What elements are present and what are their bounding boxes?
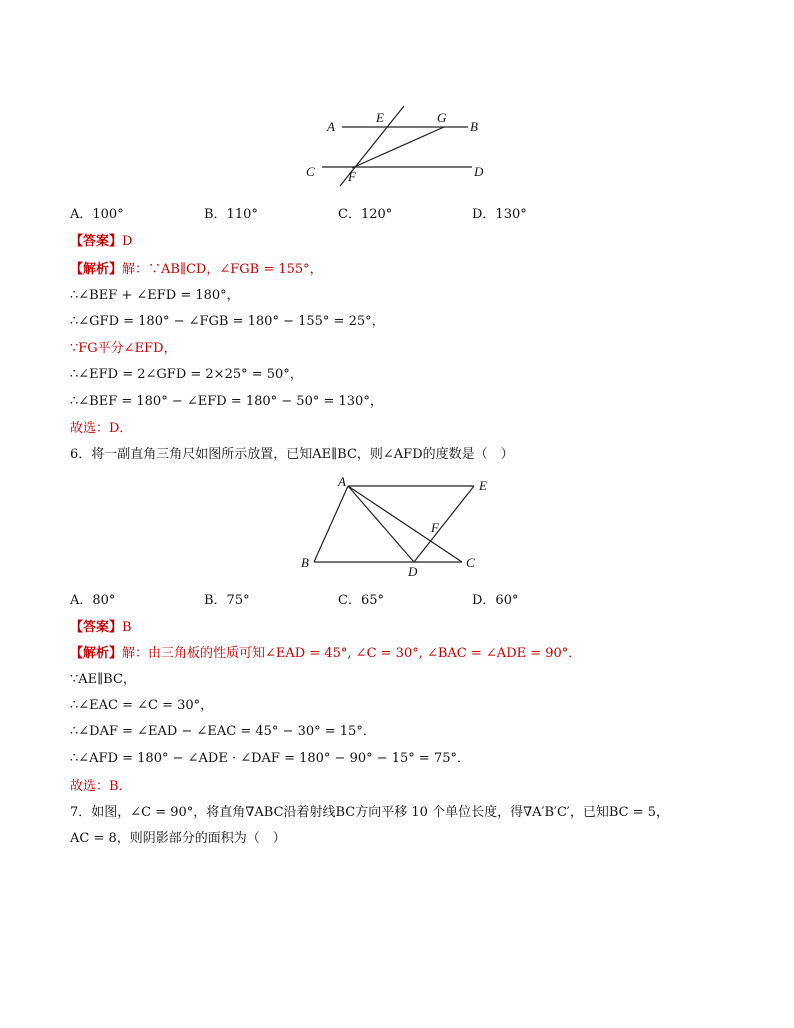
q6-question: 6．将一副直角三角尺如图所示放置，已知AE∥BC，则∠AFD的度数是（ ） bbox=[70, 447, 514, 462]
line-ac bbox=[348, 486, 462, 562]
label-e: E bbox=[376, 110, 384, 125]
q6-choose: 故选：B． bbox=[70, 779, 132, 794]
label-d: D bbox=[474, 164, 484, 179]
label-a: A bbox=[338, 474, 346, 489]
answer-value: B bbox=[122, 620, 132, 635]
q5-option-a: A．100° bbox=[70, 207, 124, 222]
label-f: F bbox=[348, 169, 356, 184]
q6-option-a: A．80° bbox=[70, 593, 116, 608]
analysis-tag: 【解析】 bbox=[70, 262, 123, 277]
q6-option-c: C．65° bbox=[338, 593, 384, 608]
q5-figure bbox=[300, 100, 500, 190]
label-e: E bbox=[479, 478, 487, 493]
analysis-tag: 【解析】 bbox=[70, 646, 123, 661]
q6-option-d: D．60° bbox=[472, 593, 519, 608]
label-g: G bbox=[437, 110, 447, 125]
q5-analysis-line-3: ∴∠GFD = 180° − ∠FGB = 180° − 155° = 25°， bbox=[70, 314, 385, 329]
q7-question-line-2: AC = 8，则阴影部分的面积为（ ） bbox=[70, 831, 286, 846]
q7-question-line-1: 7．如图，∠C = 90°，将直角∇ABC沿着射线BC方向平移 10 个单位长度，得∇A′B′C′，已知BC = 5， bbox=[70, 805, 670, 820]
q6-analysis-line-3: ∴∠EAC = ∠C = 30°， bbox=[70, 698, 214, 713]
label-b: B bbox=[301, 555, 309, 570]
line-fg bbox=[352, 127, 444, 168]
label-d: D bbox=[408, 564, 418, 579]
q6-analysis-line-2: ∵AE∥BC， bbox=[70, 672, 136, 687]
q5-choose: 故选：D． bbox=[70, 421, 133, 436]
q6-figure bbox=[296, 472, 496, 580]
q6-analysis-line-5: ∴∠AFD = 180° − ∠ADE · ∠DAF = 180° − 90° − 15° = 75°． bbox=[70, 751, 471, 766]
q5-analysis-line-6: ∴∠BEF = 180° − ∠EFD = 180° − 50° = 130°， bbox=[70, 394, 383, 409]
q5-analysis-line-1 bbox=[70, 262, 323, 278]
q5-option-d: D．130° bbox=[472, 207, 527, 222]
label-a: A bbox=[327, 119, 335, 134]
q6-analysis-line-4: ∴∠DAF = ∠EAD − ∠EAC = 45° − 30° = 15°． bbox=[70, 724, 376, 739]
q5-analysis-line-5: ∴∠EFD = 2∠GFD = 2×25° = 50°， bbox=[70, 367, 303, 382]
answer-value: D bbox=[122, 234, 133, 249]
q5-analysis-line-2: ∴∠BEF + ∠EFD = 180°， bbox=[70, 288, 240, 303]
q6-option-b: B．75° bbox=[204, 593, 250, 608]
label-c: C bbox=[306, 164, 315, 179]
answer-tag: 【答案】 bbox=[70, 234, 123, 249]
analysis-text: 解：由三角板的性质可知∠EAD = 45°, ∠C = 30°, ∠BAC = ∠ADE = 90°． bbox=[122, 646, 582, 661]
q5-answer bbox=[70, 234, 132, 250]
q6-answer bbox=[70, 620, 132, 636]
q5-option-b: B．110° bbox=[204, 207, 258, 222]
line-ab bbox=[314, 486, 348, 562]
q5-analysis-line-4: ∵FG平分∠EFD， bbox=[70, 341, 177, 356]
label-f: F bbox=[431, 520, 439, 535]
q6-analysis-line-1 bbox=[70, 646, 581, 662]
label-b: B bbox=[470, 119, 478, 134]
answer-tag: 【答案】 bbox=[70, 620, 123, 635]
q5-option-c: C．120° bbox=[338, 207, 393, 222]
analysis-text: 解：∵AB∥CD，∠FGB = 155°， bbox=[122, 262, 323, 277]
label-c: C bbox=[466, 555, 475, 570]
